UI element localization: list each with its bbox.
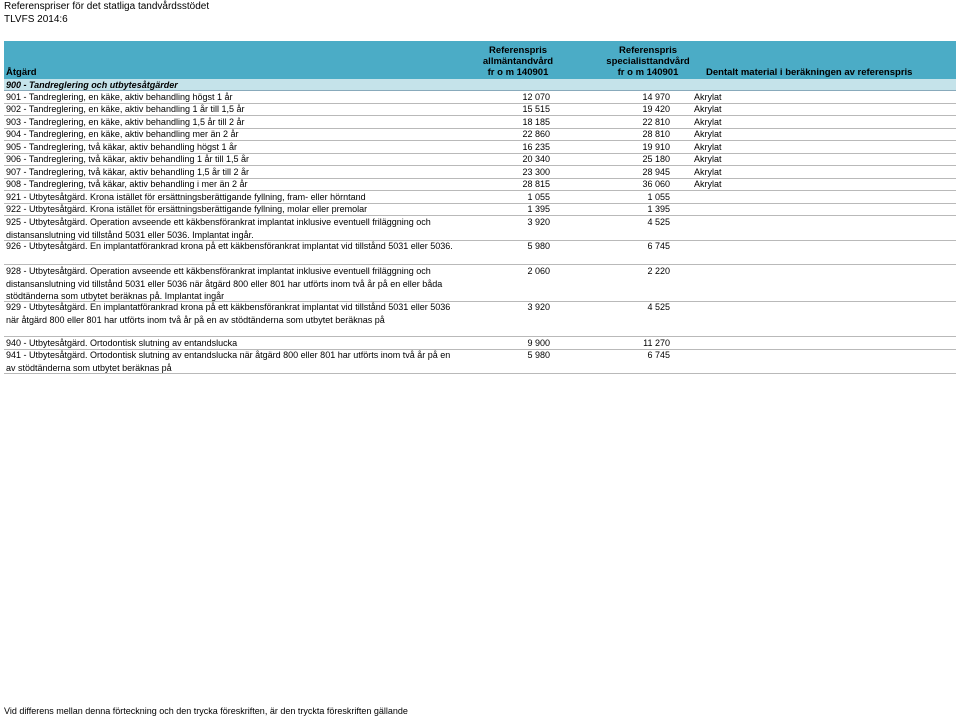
table-row — [4, 203, 956, 216]
row-price-allm: 1 055 — [527, 192, 550, 202]
row-description: 929 - Utbytesåtgärd. En implantatförankrad krona på ett käkbensförankrat implantat vid tillstånd 5031 eller 5036 när åtgärd 800 eller 801 har utförts inom två år på en av stödtänderna som utbytet beräknas på — [6, 302, 451, 325]
header-spec-line1: Referenspris — [618, 45, 678, 56]
row-description: 928 - Utbytesåtgärd. Operation avseende ett käkbensförankrat implantat inklusive eventuell friläggning och distansanslutning vid tillstånd 5031 eller 5036 när åtgärd 800 eller 801 har utförts inom två år på en eller båda stödtänderna som utbytet beräknas på. Implantat ingår — [6, 266, 443, 301]
row-description: 905 - Tandreglering, två käkar, aktiv behandling högst 1 år — [6, 142, 237, 152]
row-price-allm: 23 300 — [522, 167, 550, 177]
row-material: Akrylat — [694, 129, 722, 139]
header-allm-line3: fr o m 140901 — [487, 67, 549, 78]
row-price-allm: 3 920 — [527, 302, 550, 312]
row-description: 926 - Utbytesåtgärd. En implantatförankrad krona på ett käkbensförankrat implantat vid tillstånd 5031 eller 5036. — [6, 241, 453, 251]
row-price-allm: 15 515 — [522, 104, 550, 114]
row-price-allm: 1 395 — [527, 204, 550, 214]
row-price-spec: 19 420 — [642, 104, 670, 114]
document-title: Referenspriser för det statliga tandvårdsstödet — [4, 1, 210, 12]
row-price-allm: 22 860 — [522, 129, 550, 139]
row-material: Akrylat — [694, 154, 722, 164]
table-row — [4, 128, 956, 141]
header-atgard: Åtgärd — [6, 67, 37, 78]
row-price-spec: 28 810 — [642, 129, 670, 139]
table-row — [4, 178, 956, 191]
row-price-allm: 3 920 — [527, 217, 550, 227]
row-price-spec: 1 395 — [647, 204, 670, 214]
row-material: Akrylat — [694, 92, 722, 102]
table-header — [4, 41, 956, 79]
row-description: 904 - Tandreglering, en käke, aktiv behandling mer än 2 år — [6, 129, 239, 139]
row-price-spec: 14 970 — [642, 92, 670, 102]
row-material: Akrylat — [694, 167, 722, 177]
row-price-allm: 18 185 — [522, 117, 550, 127]
row-description: 901 - Tandreglering, en käke, aktiv behandling högst 1 år — [6, 92, 233, 102]
table-row — [4, 153, 956, 166]
row-price-spec: 4 525 — [647, 302, 670, 312]
table-row — [4, 216, 956, 241]
header-material: Dentalt material i beräkningen av referenspris — [706, 67, 913, 78]
table-row — [4, 349, 956, 374]
header-allm-line1: Referenspris — [488, 45, 548, 56]
row-description: 906 - Tandreglering, två käkar, aktiv behandling 1 år till 1,5 år — [6, 154, 249, 164]
row-price-allm: 12 070 — [522, 92, 550, 102]
table-row — [4, 265, 956, 302]
row-price-spec: 1 055 — [647, 192, 670, 202]
row-price-spec: 6 745 — [647, 241, 670, 251]
row-price-allm: 20 340 — [522, 154, 550, 164]
row-price-allm: 9 900 — [527, 338, 550, 348]
row-price-allm: 28 815 — [522, 179, 550, 189]
header-allm-line2: allmäntandvård — [482, 56, 554, 67]
row-price-spec: 4 525 — [647, 217, 670, 227]
row-price-allm: 5 980 — [527, 241, 550, 251]
row-material: Akrylat — [694, 117, 722, 127]
footer-note: Vid differens mellan denna förteckning och den trycka föreskriften, är den tryckta föreskriften gällande — [4, 706, 408, 716]
row-price-spec: 6 745 — [647, 350, 670, 360]
row-price-spec: 25 180 — [642, 154, 670, 164]
document-reference: TLVFS 2014:6 — [4, 14, 68, 25]
row-material: Akrylat — [694, 142, 722, 152]
row-price-allm: 5 980 — [527, 350, 550, 360]
row-price-spec: 36 060 — [642, 179, 670, 189]
section-title: 900 - Tandreglering och utbytesåtgärder — [4, 79, 956, 91]
table-row — [4, 240, 956, 265]
row-description: 940 - Utbytesåtgärd. Ortodontisk slutning av entandslucka — [6, 338, 238, 348]
table-row — [4, 301, 956, 337]
row-price-spec: 22 810 — [642, 117, 670, 127]
row-description: 903 - Tandreglering, en käke, aktiv behandling 1,5 år till 2 år — [6, 117, 245, 127]
row-description: 908 - Tandreglering, två käkar, aktiv behandling i mer än 2 år — [6, 179, 248, 189]
row-material: Akrylat — [694, 104, 722, 114]
row-price-allm: 2 060 — [527, 266, 550, 276]
table-row — [4, 103, 956, 116]
row-price-spec: 2 220 — [647, 266, 670, 276]
row-description: 907 - Tandreglering, två käkar, aktiv behandling 1,5 år till 2 år — [6, 167, 249, 177]
header-spec-line3: fr o m 140901 — [617, 67, 679, 78]
header-spec-line2: specialisttandvård — [606, 56, 690, 67]
row-price-spec: 19 910 — [642, 142, 670, 152]
row-price-allm: 16 235 — [522, 142, 550, 152]
row-description: 902 - Tandreglering, en käke, aktiv behandling 1 år till 1,5 år — [6, 104, 245, 114]
row-price-spec: 28 945 — [642, 167, 670, 177]
row-price-spec: 11 270 — [643, 338, 670, 348]
row-description: 925 - Utbytesåtgärd. Operation avseende ett käkbensförankrat implantat inklusive eventuell friläggning och distansanslutning vid tillstånd 5031 eller 5036. Implantat ingår. — [6, 217, 431, 240]
row-description: 922 - Utbytesåtgärd. Krona istället för ersättningsberättigande fyllning, molar eller premolar — [6, 204, 368, 214]
row-material: Akrylat — [694, 179, 722, 189]
row-description: 941 - Utbytesåtgärd. Ortodontisk slutning av entandslucka när åtgärd 800 eller 801 har utförts inom två år på en av stödtänderna som utbytet beräknas på — [6, 350, 451, 373]
row-description: 921 - Utbytesåtgärd. Krona istället för ersättningsberättigande fyllning, fram- eller hörntand — [6, 192, 366, 202]
